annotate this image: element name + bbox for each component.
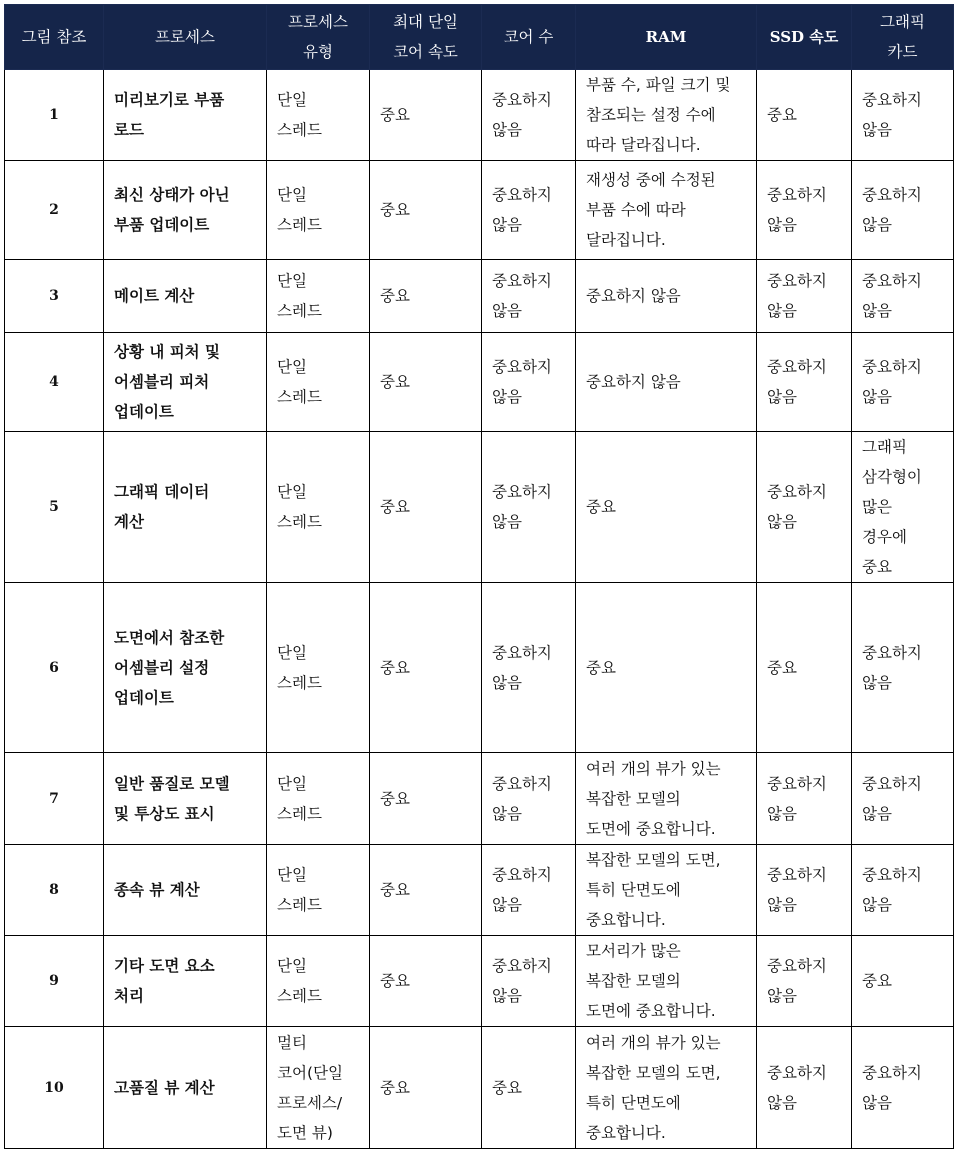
cell-graphics-card: 그래픽 삼각형이 많은 경우에 중요 xyxy=(852,432,954,583)
table-row xyxy=(5,845,954,936)
cell-figure-ref: 6 xyxy=(5,583,104,753)
cell-ssd-speed: 중요하지 않음 xyxy=(757,845,852,936)
cell-core-count: 중요하지 않음 xyxy=(482,583,576,753)
cell-figure-ref: 7 xyxy=(5,753,104,845)
header-row xyxy=(5,5,954,70)
table-row xyxy=(5,753,954,845)
header-ram: RAM xyxy=(576,5,757,70)
table-row xyxy=(5,432,954,583)
cell-graphics-card: 중요하지 않음 xyxy=(852,260,954,333)
header-graphics-card: 그래픽 카드 xyxy=(852,5,954,70)
header-max-single-core-speed: 최대 단일 코어 속도 xyxy=(370,5,482,70)
hardware-process-table xyxy=(4,4,954,1149)
cell-process: 기타 도면 요소 처리 xyxy=(104,936,267,1027)
table-row xyxy=(5,936,954,1027)
table-row xyxy=(5,70,954,161)
cell-max-single-core-speed: 중요 xyxy=(370,333,482,432)
cell-graphics-card: 중요하지 않음 xyxy=(852,845,954,936)
cell-max-single-core-speed: 중요 xyxy=(370,70,482,161)
cell-figure-ref: 3 xyxy=(5,260,104,333)
cell-process: 미리보기로 부품 로드 xyxy=(104,70,267,161)
cell-process-type: 단일 스레드 xyxy=(267,260,370,333)
cell-figure-ref: 4 xyxy=(5,333,104,432)
cell-process: 메이트 계산 xyxy=(104,260,267,333)
cell-core-count: 중요하지 않음 xyxy=(482,260,576,333)
cell-ram: 중요하지 않음 xyxy=(576,260,757,333)
cell-graphics-card: 중요하지 않음 xyxy=(852,161,954,260)
cell-process: 고품질 뷰 계산 xyxy=(104,1027,267,1149)
cell-figure-ref: 10 xyxy=(5,1027,104,1149)
cell-max-single-core-speed: 중요 xyxy=(370,583,482,753)
cell-process-type: 단일 스레드 xyxy=(267,845,370,936)
cell-core-count: 중요하지 않음 xyxy=(482,432,576,583)
cell-process: 최신 상태가 아닌 부품 업데이트 xyxy=(104,161,267,260)
cell-ram: 중요 xyxy=(576,432,757,583)
cell-ssd-speed: 중요하지 않음 xyxy=(757,260,852,333)
cell-process: 종속 뷰 계산 xyxy=(104,845,267,936)
cell-core-count: 중요하지 않음 xyxy=(482,161,576,260)
cell-ssd-speed: 중요하지 않음 xyxy=(757,753,852,845)
header-figure-ref: 그림 참조 xyxy=(5,5,104,70)
cell-figure-ref: 5 xyxy=(5,432,104,583)
cell-ram: 중요 xyxy=(576,583,757,753)
cell-max-single-core-speed: 중요 xyxy=(370,845,482,936)
table-body xyxy=(5,70,954,1149)
cell-max-single-core-speed: 중요 xyxy=(370,432,482,583)
cell-ssd-speed: 중요하지 않음 xyxy=(757,333,852,432)
cell-graphics-card: 중요하지 않음 xyxy=(852,70,954,161)
cell-ram: 여러 개의 뷰가 있는 복잡한 모델의 도면에 중요합니다. xyxy=(576,753,757,845)
cell-process: 일반 품질로 모델 및 투상도 표시 xyxy=(104,753,267,845)
table-row xyxy=(5,583,954,753)
cell-ssd-speed: 중요하지 않음 xyxy=(757,936,852,1027)
cell-figure-ref: 1 xyxy=(5,70,104,161)
cell-process-type: 단일 스레드 xyxy=(267,161,370,260)
table-wrapper xyxy=(4,4,954,1149)
cell-ssd-speed: 중요하지 않음 xyxy=(757,432,852,583)
cell-ram: 여러 개의 뷰가 있는 복잡한 모델의 도면, 특히 단면도에 중요합니다. xyxy=(576,1027,757,1149)
cell-ssd-speed: 중요 xyxy=(757,583,852,753)
cell-core-count: 중요하지 않음 xyxy=(482,753,576,845)
cell-graphics-card: 중요하지 않음 xyxy=(852,583,954,753)
header-core-count: 코어 수 xyxy=(482,5,576,70)
cell-process-type: 단일 스레드 xyxy=(267,333,370,432)
cell-process-type: 단일 스레드 xyxy=(267,583,370,753)
cell-ram: 부품 수, 파일 크기 및 참조되는 설정 수에 따라 달라집니다. xyxy=(576,70,757,161)
cell-ram: 재생성 중에 수정된 부품 수에 따라 달라집니다. xyxy=(576,161,757,260)
cell-process-type: 단일 스레드 xyxy=(267,432,370,583)
cell-graphics-card: 중요하지 않음 xyxy=(852,753,954,845)
cell-core-count: 중요하지 않음 xyxy=(482,845,576,936)
cell-figure-ref: 2 xyxy=(5,161,104,260)
cell-ssd-speed: 중요 xyxy=(757,70,852,161)
cell-process: 도면에서 참조한 어셈블리 설정 업데이트 xyxy=(104,583,267,753)
cell-max-single-core-speed: 중요 xyxy=(370,936,482,1027)
table-row xyxy=(5,161,954,260)
cell-core-count: 중요하지 않음 xyxy=(482,333,576,432)
cell-figure-ref: 8 xyxy=(5,845,104,936)
table-row xyxy=(5,260,954,333)
header-process: 프로세스 xyxy=(104,5,267,70)
cell-ssd-speed: 중요하지 않음 xyxy=(757,1027,852,1149)
header-ssd-speed: SSD 속도 xyxy=(757,5,852,70)
table-row xyxy=(5,333,954,432)
cell-process-type: 단일 스레드 xyxy=(267,753,370,845)
header-process-type: 프로세스 유형 xyxy=(267,5,370,70)
cell-max-single-core-speed: 중요 xyxy=(370,161,482,260)
cell-max-single-core-speed: 중요 xyxy=(370,1027,482,1149)
cell-max-single-core-speed: 중요 xyxy=(370,260,482,333)
cell-figure-ref: 9 xyxy=(5,936,104,1027)
cell-max-single-core-speed: 중요 xyxy=(370,753,482,845)
table-row xyxy=(5,1027,954,1149)
cell-process: 상황 내 피처 및 어셈블리 피처 업데이트 xyxy=(104,333,267,432)
cell-process-type: 멀티 코어(단일 프로세스/ 도면 뷰) xyxy=(267,1027,370,1149)
cell-ram: 중요하지 않음 xyxy=(576,333,757,432)
cell-ram: 모서리가 많은 복잡한 모델의 도면에 중요합니다. xyxy=(576,936,757,1027)
cell-core-count: 중요 xyxy=(482,1027,576,1149)
cell-graphics-card: 중요 xyxy=(852,936,954,1027)
cell-process-type: 단일 스레드 xyxy=(267,936,370,1027)
cell-ssd-speed: 중요하지 않음 xyxy=(757,161,852,260)
cell-process: 그래픽 데이터 계산 xyxy=(104,432,267,583)
cell-core-count: 중요하지 않음 xyxy=(482,936,576,1027)
cell-graphics-card: 중요하지 않음 xyxy=(852,333,954,432)
cell-process-type: 단일 스레드 xyxy=(267,70,370,161)
cell-core-count: 중요하지 않음 xyxy=(482,70,576,161)
cell-ram: 복잡한 모델의 도면, 특히 단면도에 중요합니다. xyxy=(576,845,757,936)
cell-graphics-card: 중요하지 않음 xyxy=(852,1027,954,1149)
